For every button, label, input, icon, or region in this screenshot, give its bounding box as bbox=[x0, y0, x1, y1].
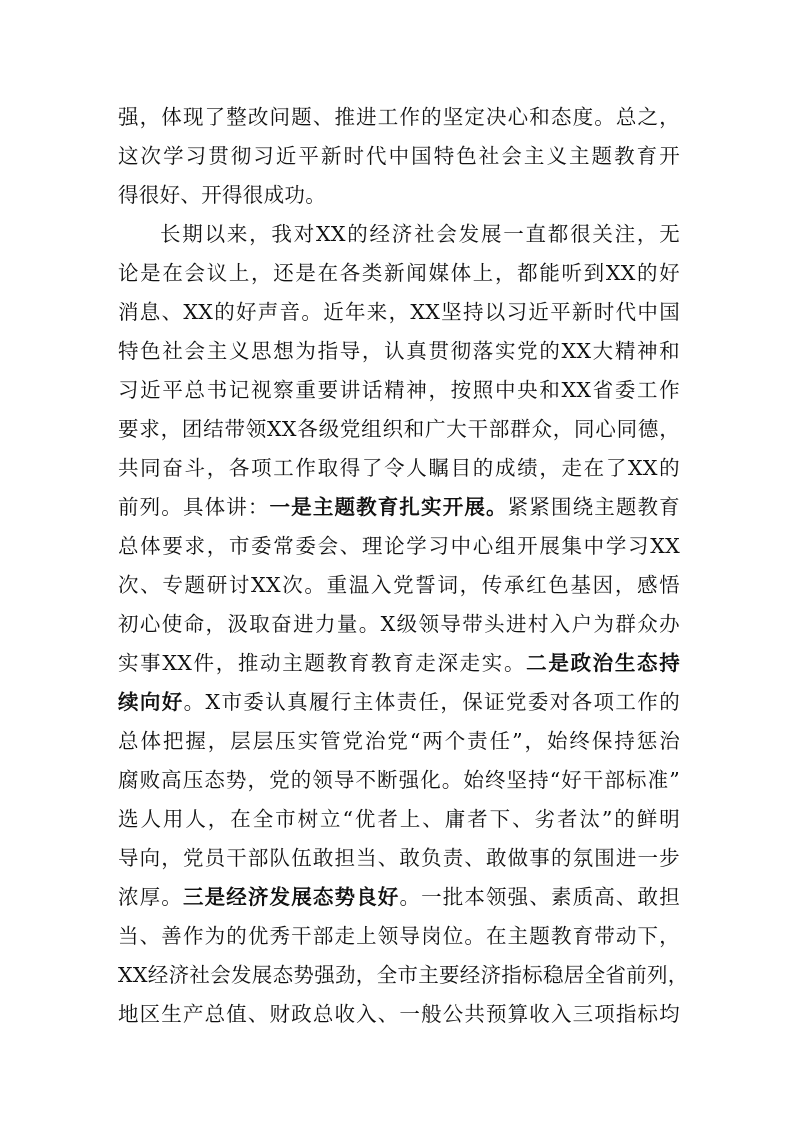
text-line: 特色社会主义思想为指导，认真贯彻落实党的XX大精神和 bbox=[118, 339, 680, 363]
text-line: 次、专题研讨XX次。重温入党誓词，传承红色基因，感悟 bbox=[118, 573, 680, 597]
bold-heading: 续向好 bbox=[118, 690, 184, 714]
bold-heading: 二是政治生态持 bbox=[526, 651, 680, 675]
text-line: 消息、XX的好声音。近年来，XX坚持以习近平新时代中国 bbox=[118, 300, 680, 324]
text-line: 强，体现了整改问题、推进工作的坚定决心和态度。总之， bbox=[118, 105, 680, 129]
text-line: 实事XX件，推动主题教育教育走深走实。二是政治生态持 bbox=[118, 651, 680, 675]
text-line: 习近平总书记视察重要讲话精神，按照中央和XX省委工作 bbox=[118, 378, 680, 402]
paragraph-first-line: 长期以来，我对XX的经济社会发展一直都很关注，无 bbox=[160, 222, 680, 246]
text-line: 当、善作为的优秀干部走上领导岗位。在主题教育带动下， bbox=[118, 924, 680, 948]
bold-heading: 一是主题教育扎实开展。 bbox=[269, 495, 508, 519]
text-line: 导向，党员干部队伍敢担当、敢负责、敢做事的氛围进一步 bbox=[118, 846, 680, 870]
text-line: 腐败高压态势，党的领导不断强化。始终坚持“好干部标准” bbox=[118, 768, 680, 792]
text-line: 要求，团结带领XX各级党组织和广大干部群众，同心同德， bbox=[118, 417, 680, 441]
text-line: 浓厚。三是经济发展态势良好。一批本领强、素质高、敢担 bbox=[118, 885, 681, 909]
text-line: 这次学习贯彻习近平新时代中国特色社会主义主题教育开 bbox=[118, 144, 680, 168]
text-line: 得很好、开得很成功。 bbox=[118, 183, 326, 207]
text-line: 续向好。X市委认真履行主体责任，保证党委对各项工作的 bbox=[118, 690, 680, 714]
text-line: 总体把握，层层压实管党治党“两个责任”，始终保持惩治 bbox=[118, 729, 680, 753]
text-line: 论是在会议上，还是在各类新闻媒体上，都能听到XX的好 bbox=[118, 261, 680, 285]
text-line: 地区生产总值、财政总收入、一般公共预算收入三项指标均 bbox=[118, 1002, 680, 1026]
bold-heading: 三是经济发展态势良好 bbox=[182, 885, 400, 909]
text-line: 初心使命，汲取奋进力量。X级领导带头进村入户为群众办 bbox=[118, 612, 680, 636]
text-line: 选人用人，在全市树立“优者上、庸者下、劣者汰”的鲜明 bbox=[118, 807, 680, 831]
text-line: 前列。具体讲：一是主题教育扎实开展。紧紧围绕主题教育 bbox=[118, 495, 680, 519]
text-line: XX经济社会发展态势强劲，全市主要经济指标稳居全省前列， bbox=[118, 963, 689, 987]
text-line: 总体要求，市委常委会、理论学习中心组开展集中学习XX bbox=[118, 534, 680, 558]
text-line: 共同奋斗，各项工作取得了令人瞩目的成绩，走在了XX的 bbox=[118, 456, 680, 480]
